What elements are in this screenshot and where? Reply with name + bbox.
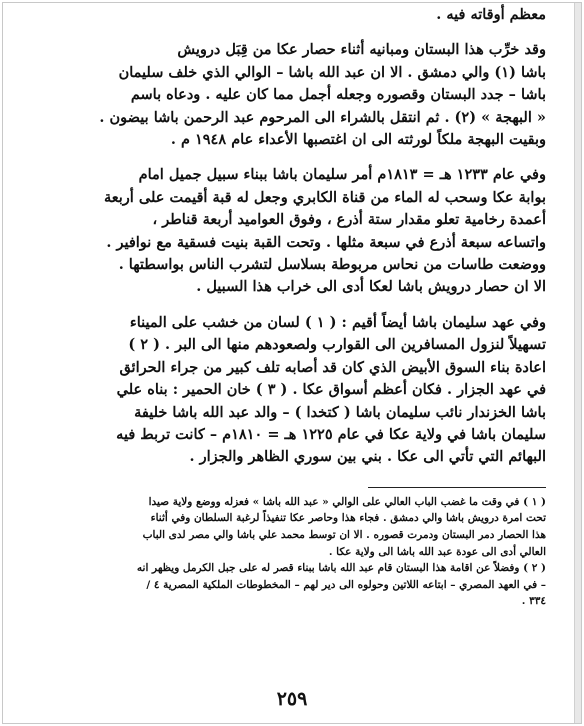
footnote-line: هذا الحصار دمر البستان ودمرت قصوره . الا ان توسط محمد علي باشا والي مصر لدى الباب — [142, 528, 546, 541]
text-line: باشا – جدد البستان وقصوره وجعله أجمل مما كان عليه . ودعاه باسم — [130, 86, 546, 104]
footnote-separator — [368, 487, 546, 488]
paragraph-4 — [28, 312, 546, 469]
footnotes — [28, 494, 546, 610]
text-line: واتساعه سبعة أذرع في سبعة مثلها . وتحت القبة بنيت فسقية مع نوافير . — [106, 233, 546, 251]
text-line: تسهيلاً لنزول المسافرين الى القوارب ولصعودهم منها الى البر . ( ٢ ) — [128, 336, 546, 354]
text-line: بوابة عكا وسحب له الماء من قناة الكابري وجعل له قبة أقيمت على أربعة — [103, 188, 546, 206]
footnote-line: تحت امرة درويش باشا والي دمشق . فجاء هذا وحاصر عكا تنفيذاً لرغبة السلطان وفي أثناء — [150, 512, 546, 525]
paragraph-3 — [28, 164, 546, 298]
text-line: البهائم التي تأتي الى عكا . بني بين سوري الظاهر والجزار . — [189, 448, 546, 466]
page-number: ٢٥٩ — [276, 688, 308, 710]
text-line: وقد خرِّب هذا البستان ومبانيه أثناء حصار عكا من قِبَل درويش — [177, 41, 546, 59]
text-line: في عهد الجزار . فكان أعظم أسواق عكا . ( ٣ ) خان الحمير : بناه علي — [116, 381, 546, 399]
paragraph-1 — [28, 4, 546, 26]
text-line: معظم أوقاته فيه . — [436, 6, 546, 23]
footnote-2 — [28, 560, 546, 610]
text-line: باشا (١) والي دمشق . الا ان عبد الله باشا – الوالي الذي خلف سليمان — [118, 63, 546, 81]
text-line: اعادة بناء السوق الأبيض الذي كان قد أصابه تلف كبير من جراء الحرائق — [119, 358, 546, 376]
text-line: الا ان حصار درويش باشا لعكا أدى الى خراب هذا السبيل . — [196, 278, 546, 296]
footnote-line: العالي أدى الى عودة عبد الله باشا الى ولاية عكا . — [328, 545, 546, 558]
text-line: وفي عام ١٢٣٣ هـ = ١٨١٣م أمر سليمان باشا ببناء سبيل جميل امام — [138, 166, 546, 184]
paragraph-2 — [28, 39, 546, 151]
footnote-line: – في العهد المصري – ابتاعه اللاتين وحولوه الى دير لهم – المخطوطات الملكية المصرية ٤ / — [146, 578, 546, 591]
text-line: ووضعت طاسات من نحاس مربوطة بسلاسل لتشرب الناس بواسطتها . — [118, 256, 546, 274]
text-line: وفي عهد سليمان باشا أيضاً أقيم : ( ١ ) لسان من خشب على الميناء — [129, 313, 546, 331]
footnote-line: ٣٣٤ . — [521, 595, 546, 608]
footnote-1 — [28, 494, 546, 560]
text-line: أعمدة رخامية تعلو مقدار ستة أذرع ، وفوق العواميد أربعة قناطر ، — [152, 211, 546, 229]
text-line: سليمان باشا في ولاية عكا في عام ١٢٢٥ هـ = ١٨١٠م – كانت تربط فيه — [116, 425, 546, 443]
footnote-line: ( ١ ) في وقت ما غضب الباب العالي على الوالي « عبد الله باشا » فعزله ووضع ولاية صيدا — [148, 495, 546, 508]
document-page — [28, 4, 546, 610]
main-text — [28, 4, 546, 469]
text-line: وبقيت البهجة ملكاً لورثته الى ان اغتصبها الأعداء عام ١٩٤٨ م . — [170, 131, 546, 149]
footnote-line: ( ٢ ) وفضلاً عن اقامة هذا البستان قام عبد الله باشا ببناء قصر له على جبل الكرمل ويظهر انه — [136, 562, 546, 575]
text-line: « البهجة » (٢) . ثم انتقل بالشراء الى المرحوم عبد الرحمن باشا بيضون . — [99, 108, 546, 126]
scrollbar[interactable] — [574, 3, 581, 723]
text-line: باشا الخزندار نائب سليمان باشا ( كتخدا ) – والد عبد الله باشا خليفة — [134, 403, 546, 421]
